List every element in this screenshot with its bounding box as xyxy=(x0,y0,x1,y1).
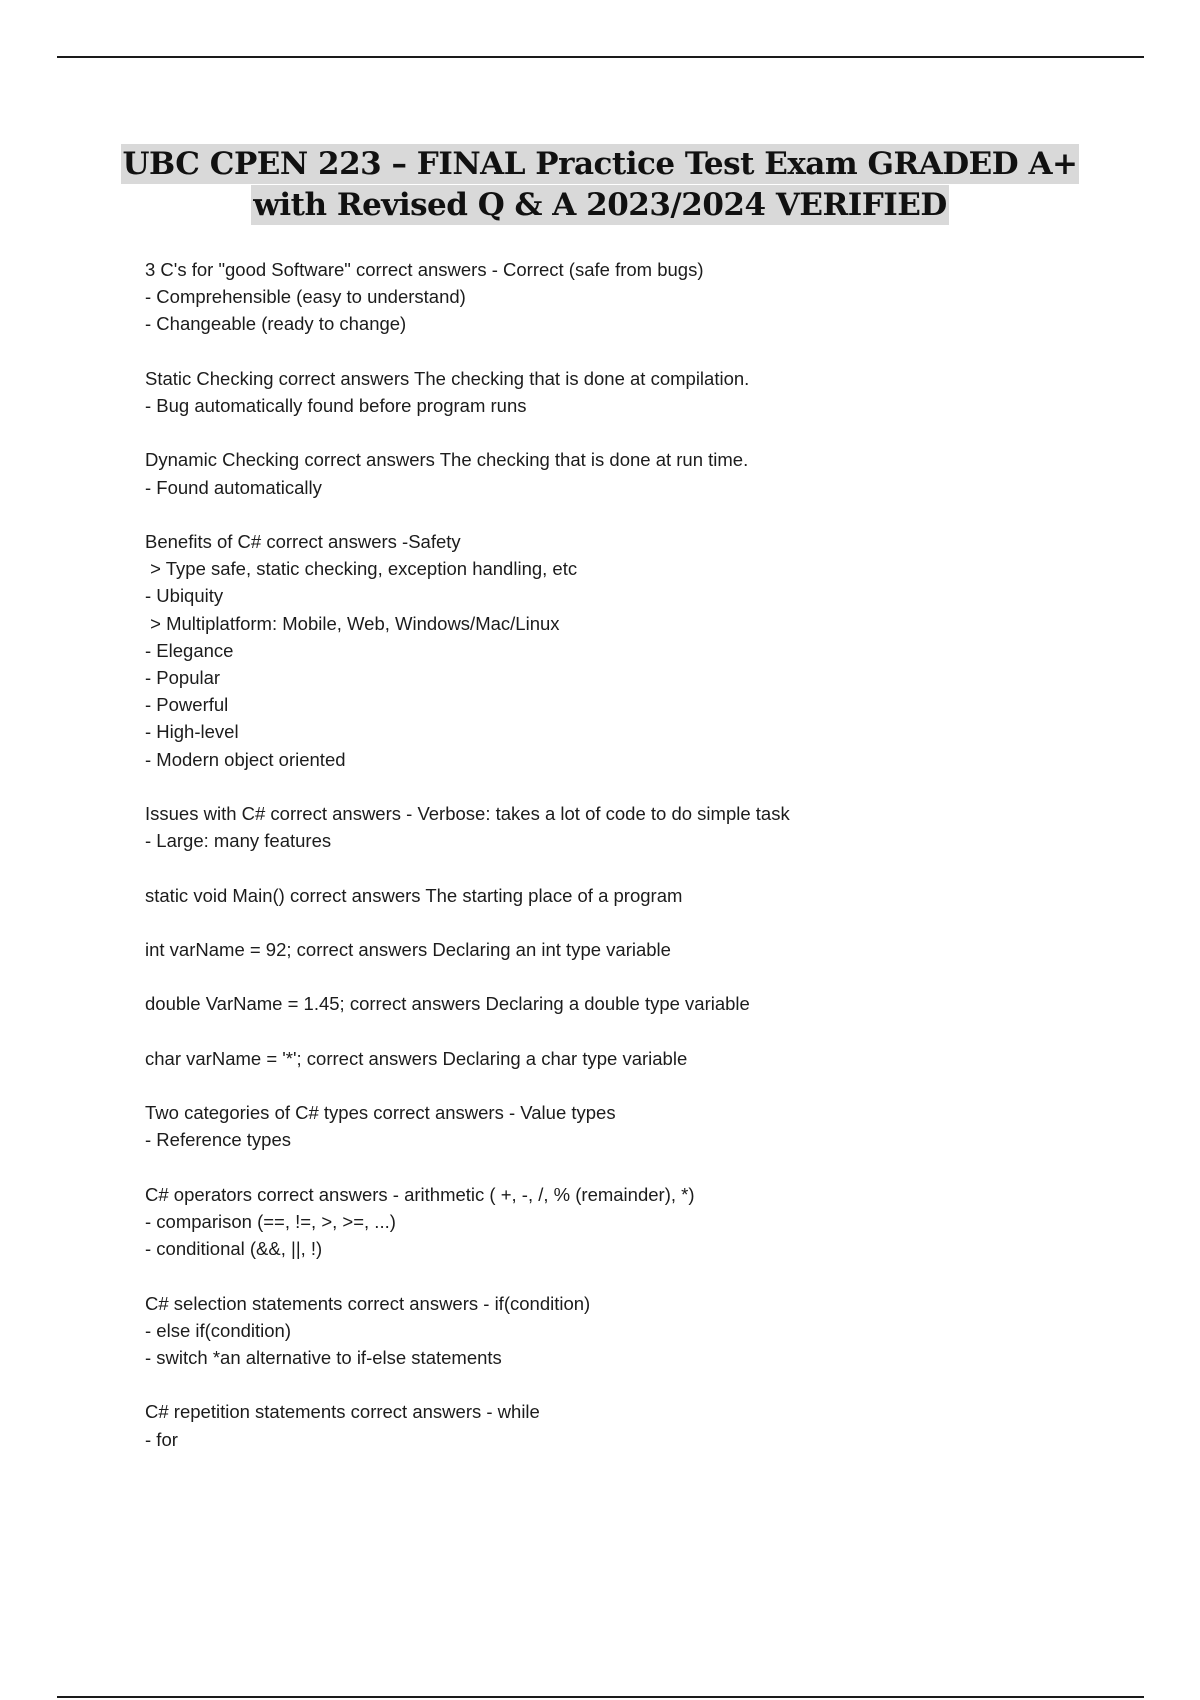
qa-item xyxy=(145,528,1105,773)
qa-answer-line: - Powerful xyxy=(145,694,229,716)
qa-answer-line: - Comprehensible (easy to understand) xyxy=(145,286,466,308)
qa-question-line: 3 C's for "good Software" correct answers - Correct (safe from bugs) xyxy=(145,259,704,280)
qa-item xyxy=(145,1398,1105,1452)
qa-answer-line: - High-level xyxy=(145,721,239,743)
qa-answer-line: - Changeable (ready to change) xyxy=(145,313,407,335)
qa-item xyxy=(145,1181,1105,1263)
qa-answer-line: - Elegance xyxy=(145,639,234,661)
qa-answer-line: - switch *an alternative to if-else statements xyxy=(145,1346,502,1368)
qa-answer-line: - conditional (&&, ||, !) xyxy=(145,1238,323,1260)
qa-item xyxy=(145,1099,1105,1153)
qa-item xyxy=(145,365,1105,419)
qa-item xyxy=(145,1290,1105,1372)
qa-answer-line: > Multiplatform: Mobile, Web, Windows/Mac/Linux xyxy=(145,612,560,634)
qa-item xyxy=(145,446,1105,500)
footer-rule xyxy=(57,1696,1144,1698)
document-title xyxy=(0,144,1200,226)
header-rule xyxy=(57,56,1144,58)
qa-list xyxy=(145,256,1105,1480)
qa-item xyxy=(145,936,1105,963)
qa-answer-line: - comparison (==, !=, >, >=, ...) xyxy=(145,1210,396,1232)
qa-question-line: Two categories of C# types correct answers - Value types xyxy=(145,1102,616,1124)
qa-item xyxy=(145,1045,1105,1072)
qa-answer-line: - else if(condition) xyxy=(145,1319,292,1341)
qa-question-line: C# selection statements correct answers - if(condition) xyxy=(145,1292,591,1314)
qa-question-line: char varName = '*'; correct answers Declaring a char type variable xyxy=(145,1047,688,1069)
title-line-1: UBC CPEN 223 – FINAL Practice Test Exam GRADED A+ xyxy=(122,146,1078,182)
qa-answer-line: - for xyxy=(145,1428,178,1450)
qa-question-line: Benefits of C# correct answers -Safety xyxy=(145,530,461,552)
qa-question-line: double VarName = 1.45; correct answers Declaring a double type variable xyxy=(145,993,750,1015)
qa-answer-line: - Modern object oriented xyxy=(145,748,346,770)
qa-question-line: int varName = 92; correct answers Declaring an int type variable xyxy=(145,938,671,960)
qa-answer-line: - Ubiquity xyxy=(145,585,224,607)
qa-answer-line: - Found automatically xyxy=(145,476,322,498)
qa-item xyxy=(145,256,1105,338)
qa-question-line: Static Checking correct answers The checking that is done at compilation. xyxy=(145,367,750,389)
title-line-2: with Revised Q & A 2023/2024 VERIFIED xyxy=(253,187,947,223)
qa-question-line: C# repetition statements correct answers - while xyxy=(145,1401,540,1423)
qa-item xyxy=(145,990,1105,1017)
qa-question-line: static void Main() correct answers The starting place of a program xyxy=(145,884,683,906)
qa-question-line: C# operators correct answers - arithmetic ( +, -, /, % (remainder), *) xyxy=(145,1183,695,1205)
qa-item xyxy=(145,800,1105,854)
qa-answer-line: - Popular xyxy=(145,667,221,688)
qa-question-line: Issues with C# correct answers - Verbose: takes a lot of code to do simple task xyxy=(145,803,790,824)
qa-question-line: Dynamic Checking correct answers The checking that is done at run time. xyxy=(145,449,749,471)
qa-item xyxy=(145,882,1105,909)
qa-answer-line: > Type safe, static checking, exception handling, etc xyxy=(145,558,578,580)
qa-answer-line: - Large: many features xyxy=(145,830,332,852)
qa-answer-line: - Bug automatically found before program runs xyxy=(145,395,527,416)
qa-answer-line: - Reference types xyxy=(145,1129,292,1151)
